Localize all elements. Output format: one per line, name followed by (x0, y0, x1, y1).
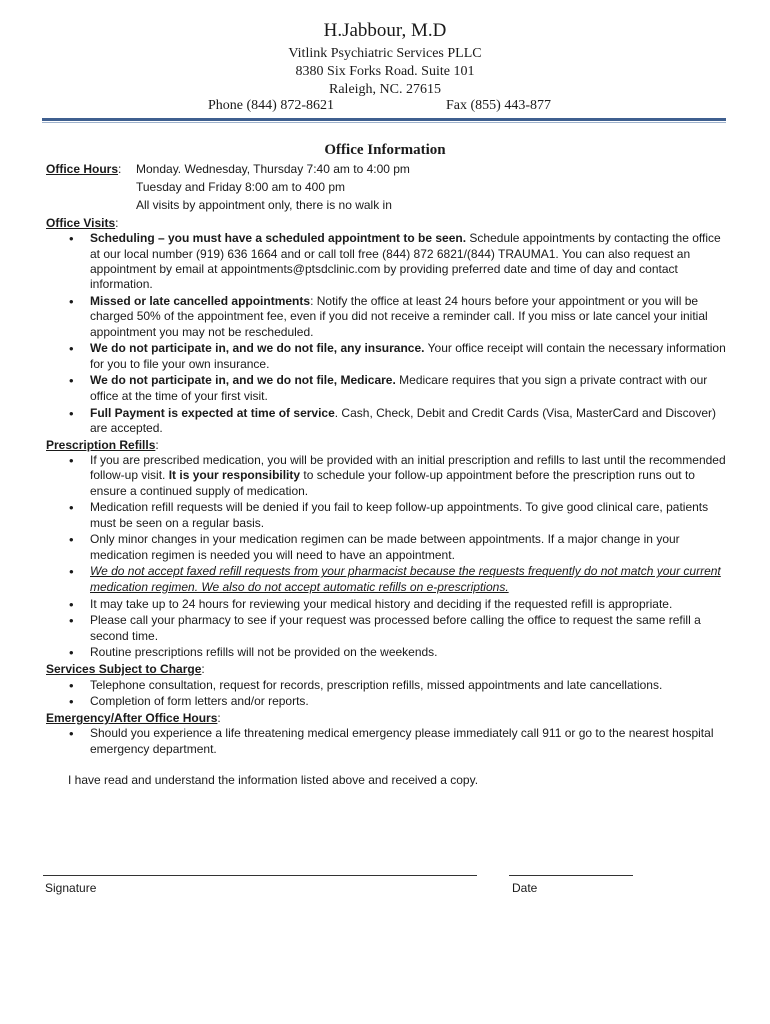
office-visits-heading: Office Visits (46, 215, 116, 230)
practice-name: Vitlink Psychiatric Services PLLC (288, 46, 482, 61)
acknowledgement-statement: I have read and understand the information listed above and received a copy. (68, 773, 479, 788)
list-item: • Completion of form letters and/or reports. (90, 694, 726, 709)
phone-number: Phone (844) 872-8621 (208, 98, 334, 113)
list-item: • Only minor changes in your medication regimen can be made between appointments. If a major change in your medication regimen is needed you will need to have an appointment. (90, 532, 726, 563)
prescription-refills-section: Prescription Refills: (46, 437, 159, 452)
emergency-heading: Emergency/After Office Hours (46, 711, 218, 726)
list-item: • Medication refill requests will be denied if you fail to keep follow-up appointments. To give good clinical care, patients must be seen on a regular basis. (90, 500, 726, 531)
list-item: • If you are prescribed medication, you will be provided with an initial prescription and refills to last until the recommended follow-up visit. It is your responsibility to schedule your follow-up appointment before the prescription runs out to ensure a continued supply of medication. (90, 453, 726, 499)
address-line-2: Raleigh, NC. 27615 (329, 82, 441, 97)
office-hours-line: Monday. Wednesday, Thursday 7:40 am to 4:00 pm (136, 162, 410, 176)
doctor-name: H.Jabbour, M.D (323, 20, 447, 41)
date-label: Date (512, 881, 538, 895)
services-list (46, 678, 726, 710)
services-heading: Services Subject to Charge (46, 662, 202, 677)
list-item: • Telephone consultation, request for records, prescription refills, missed appointments and late cancellations. (90, 678, 726, 693)
office-hours-heading: Office Hours (46, 162, 119, 176)
header-divider (42, 118, 726, 121)
list-item: • We do not participate in, and we do not file, Medicare. Medicare requires that you sign a private contract with our office at the time of your first visit. (90, 373, 726, 404)
list-item: • Missed or late cancelled appointments: Notify the office at least 24 hours before your appointment or you will be charged 50% of the appointment fee, even if you did not receive a reminder call. If you miss or late cancel your initial appointment you may not be rescheduled. (90, 294, 726, 340)
fax-number: Fax (855) 443-877 (446, 98, 551, 113)
address-line-1: 8380 Six Forks Road. Suite 101 (295, 64, 475, 79)
date-line[interactable] (509, 875, 633, 876)
prescription-refills-list (46, 453, 726, 661)
prescription-refills-heading: Prescription Refills (46, 437, 156, 452)
emergency-section: Emergency/After Office Hours: (46, 711, 221, 726)
list-item: • Scheduling – you must have a scheduled appointment to be seen. Schedule appointments by contacting the office at our local number (919) 636 1664 and or call toll free (844) 872 6821/(844) TRAUMA1. You can also request an appointment by email at appointments@ptsdclinic.com by providing preferred date and time of day and contact information. (90, 231, 726, 292)
office-hours-section: Office Hours: Monday. Wednesday, Thursday 7:40 am to 4:00 pm Tuesday and Friday 8:00 am to 400 pm All visits by appointment only, there is no walk in (46, 162, 410, 212)
list-item: • It may take up to 24 hours for reviewing your medical history and deciding if the requested refill is appropriate. (90, 597, 726, 612)
list-item: • We do not accept faxed refill requests from your pharmacist because the requests frequently do not match your current medication regimen. We also do not accept automatic refills on e-prescriptions. (90, 564, 726, 595)
office-hours-line: Tuesday and Friday 8:00 am to 400 pm (136, 179, 346, 194)
list-item: • Full Payment is expected at time of service. Cash, Check, Debit and Credit Cards (Visa, MasterCard and Discover) are accepted. (90, 406, 726, 437)
header-divider-thin (42, 122, 726, 123)
document-body (46, 162, 726, 788)
office-visits-section: Office Visits: (46, 215, 119, 230)
page-title: Office Information (324, 142, 446, 158)
signature-line[interactable] (43, 875, 477, 876)
services-section: Services Subject to Charge: (46, 662, 205, 677)
signature-label: Signature (45, 881, 97, 895)
list-item: • Please call your pharmacy to see if your request was processed before calling the office to request the same refill a second time. (90, 613, 726, 644)
list-item: • Should you experience a life threatening medical emergency please immediately call 911 or go to the nearest hospital emergency department. (90, 726, 726, 757)
list-item: • Routine prescriptions refills will not be provided on the weekends. (90, 645, 726, 660)
emergency-list (46, 726, 726, 757)
office-visits-list (46, 231, 726, 436)
list-item: • We do not participate in, and we do not file, any insurance. Your office receipt will contain the necessary information for you to file your own insurance. (90, 341, 726, 372)
office-hours-line: All visits by appointment only, there is no walk in (136, 197, 392, 212)
